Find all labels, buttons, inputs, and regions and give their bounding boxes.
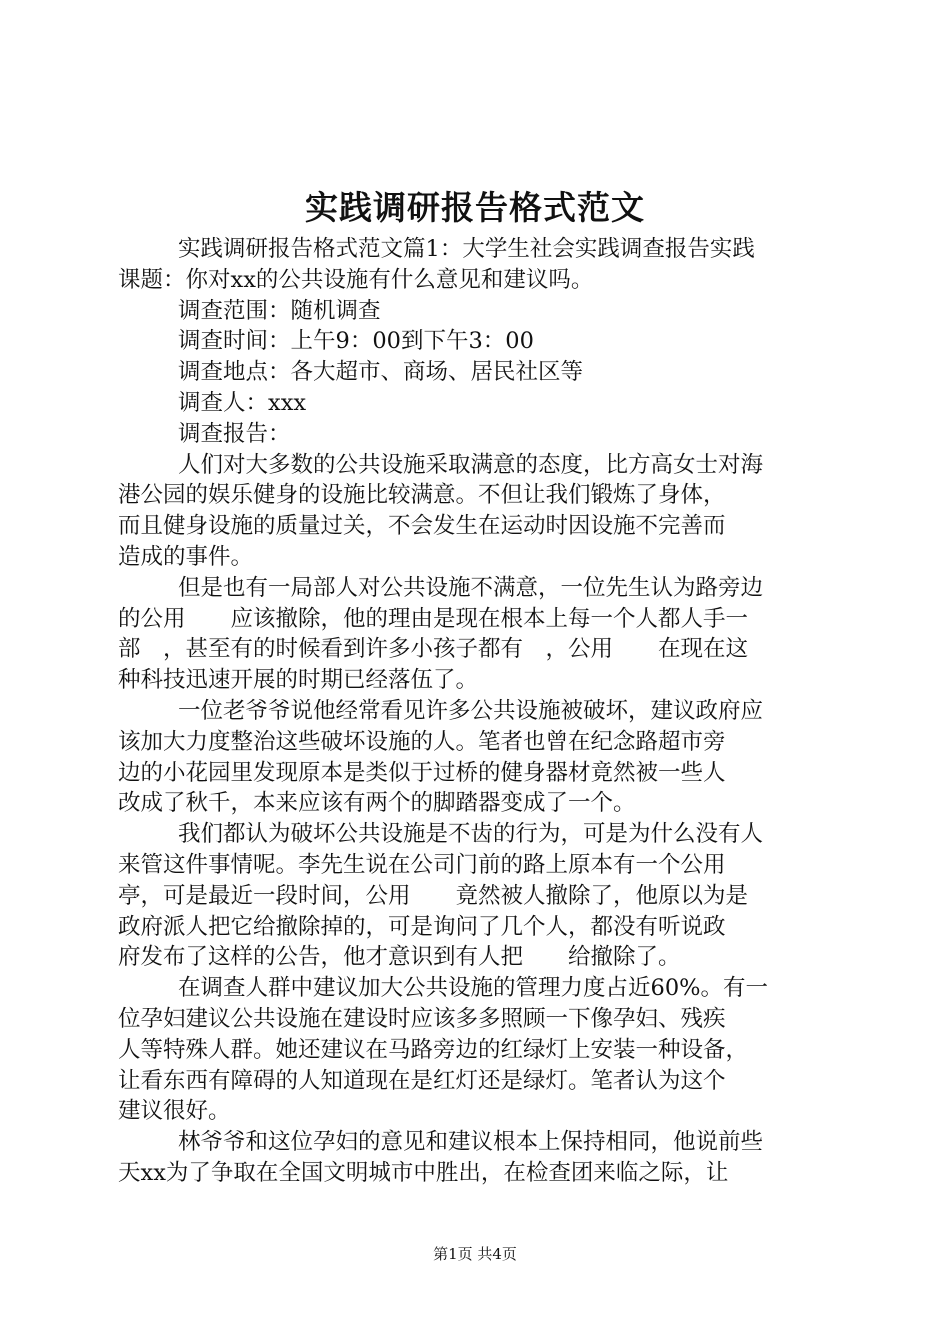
body-line: 种科技迅速开展的时期已经落伍了。 <box>118 667 479 694</box>
body-line: 部 ，甚至有的时候看到许多小孩子都有 ，公用 在现在这 <box>118 636 749 663</box>
body-line: 一位老爷爷说他经常看见许多公共设施被破坏，建议政府应 <box>178 697 764 724</box>
document-body <box>118 234 838 1189</box>
body-line: 在调查人群中建议加大公共设施的管理力度占近60%。有一 <box>178 975 769 1002</box>
body-line: 调查时间：上午9：00到下午3：00 <box>178 328 534 355</box>
body-line: 该加大力度整治这些破坏设施的人。笔者也曾在纪念路超市旁 <box>118 728 726 755</box>
body-line: 实践调研报告格式范文篇1：大学生社会实践调查报告实践 <box>178 236 755 262</box>
body-line: 港公园的娱乐健身的设施比较满意。不但让我们锻炼了身体， <box>118 482 726 509</box>
body-line: 调查地点：各大超市、商场、居民社区等 <box>178 359 584 386</box>
body-line: 我们都认为破坏公共设施是不齿的行为，可是为什么没有人 <box>178 821 764 848</box>
body-line: 调查范围：随机调查 <box>178 297 381 324</box>
body-line: 让看东西有障碍的人知道现在是红灯还是绿灯。笔者认为这个 <box>118 1067 726 1094</box>
body-line: 调查人：xxx <box>178 389 307 416</box>
document-title: 实践调研报告格式范文 <box>305 188 645 227</box>
body-line: 人等特殊人群。她还建议在马路旁边的红绿灯上安装一种设备， <box>118 1036 749 1063</box>
body-line: 改成了秋千，本来应该有两个的脚踏器变成了一个。 <box>118 790 636 817</box>
body-line: 位孕妇建议公共设施在建设时应该多多照顾一下像孕妇、残疾 <box>118 1005 726 1032</box>
body-line: 造成的事件。 <box>118 543 254 570</box>
body-line: 的公用 应该撤除，他的理由是现在根本上每一个人都人手一 <box>118 605 749 632</box>
body-line: 亭，可是最近一段时间，公用 竟然被人撤除了，他原以为是 <box>118 882 749 909</box>
body-line: 林爷爷和这位孕妇的意见和建议根本上保持相同，他说前些 <box>178 1129 764 1156</box>
body-line: 政府派人把它给撤除掉的，可是询问了几个人，都没有听说政 <box>118 913 726 940</box>
body-line: 但是也有一局部人对公共设施不满意，一位先生认为路旁边 <box>178 574 764 601</box>
body-line: 建议很好。 <box>118 1098 231 1125</box>
page-footer: 第1页 共4页 <box>433 1245 517 1263</box>
body-line: 而且健身设施的质量过关，不会发生在运动时因设施不完善而 <box>118 513 726 540</box>
body-line: 边的小花园里发现原本是类似于过桥的健身器材竟然被一些人 <box>118 759 726 786</box>
body-line: 人们对大多数的公共设施采取满意的态度，比方高女士对海 <box>178 451 764 478</box>
body-line: 课题：你对xx的公共设施有什么意见和建议吗。 <box>118 266 594 293</box>
body-line: 来管这件事情呢。李先生说在公司门前的路上原本有一个公用 <box>118 851 726 878</box>
body-line: 府发布了这样的公告，他才意识到有人把 给撤除了。 <box>118 944 681 971</box>
body-line: 调查报告： <box>178 420 291 447</box>
body-line: 天xx为了争取在全国文明城市中胜出，在检查团来临之际，让 <box>118 1159 729 1186</box>
